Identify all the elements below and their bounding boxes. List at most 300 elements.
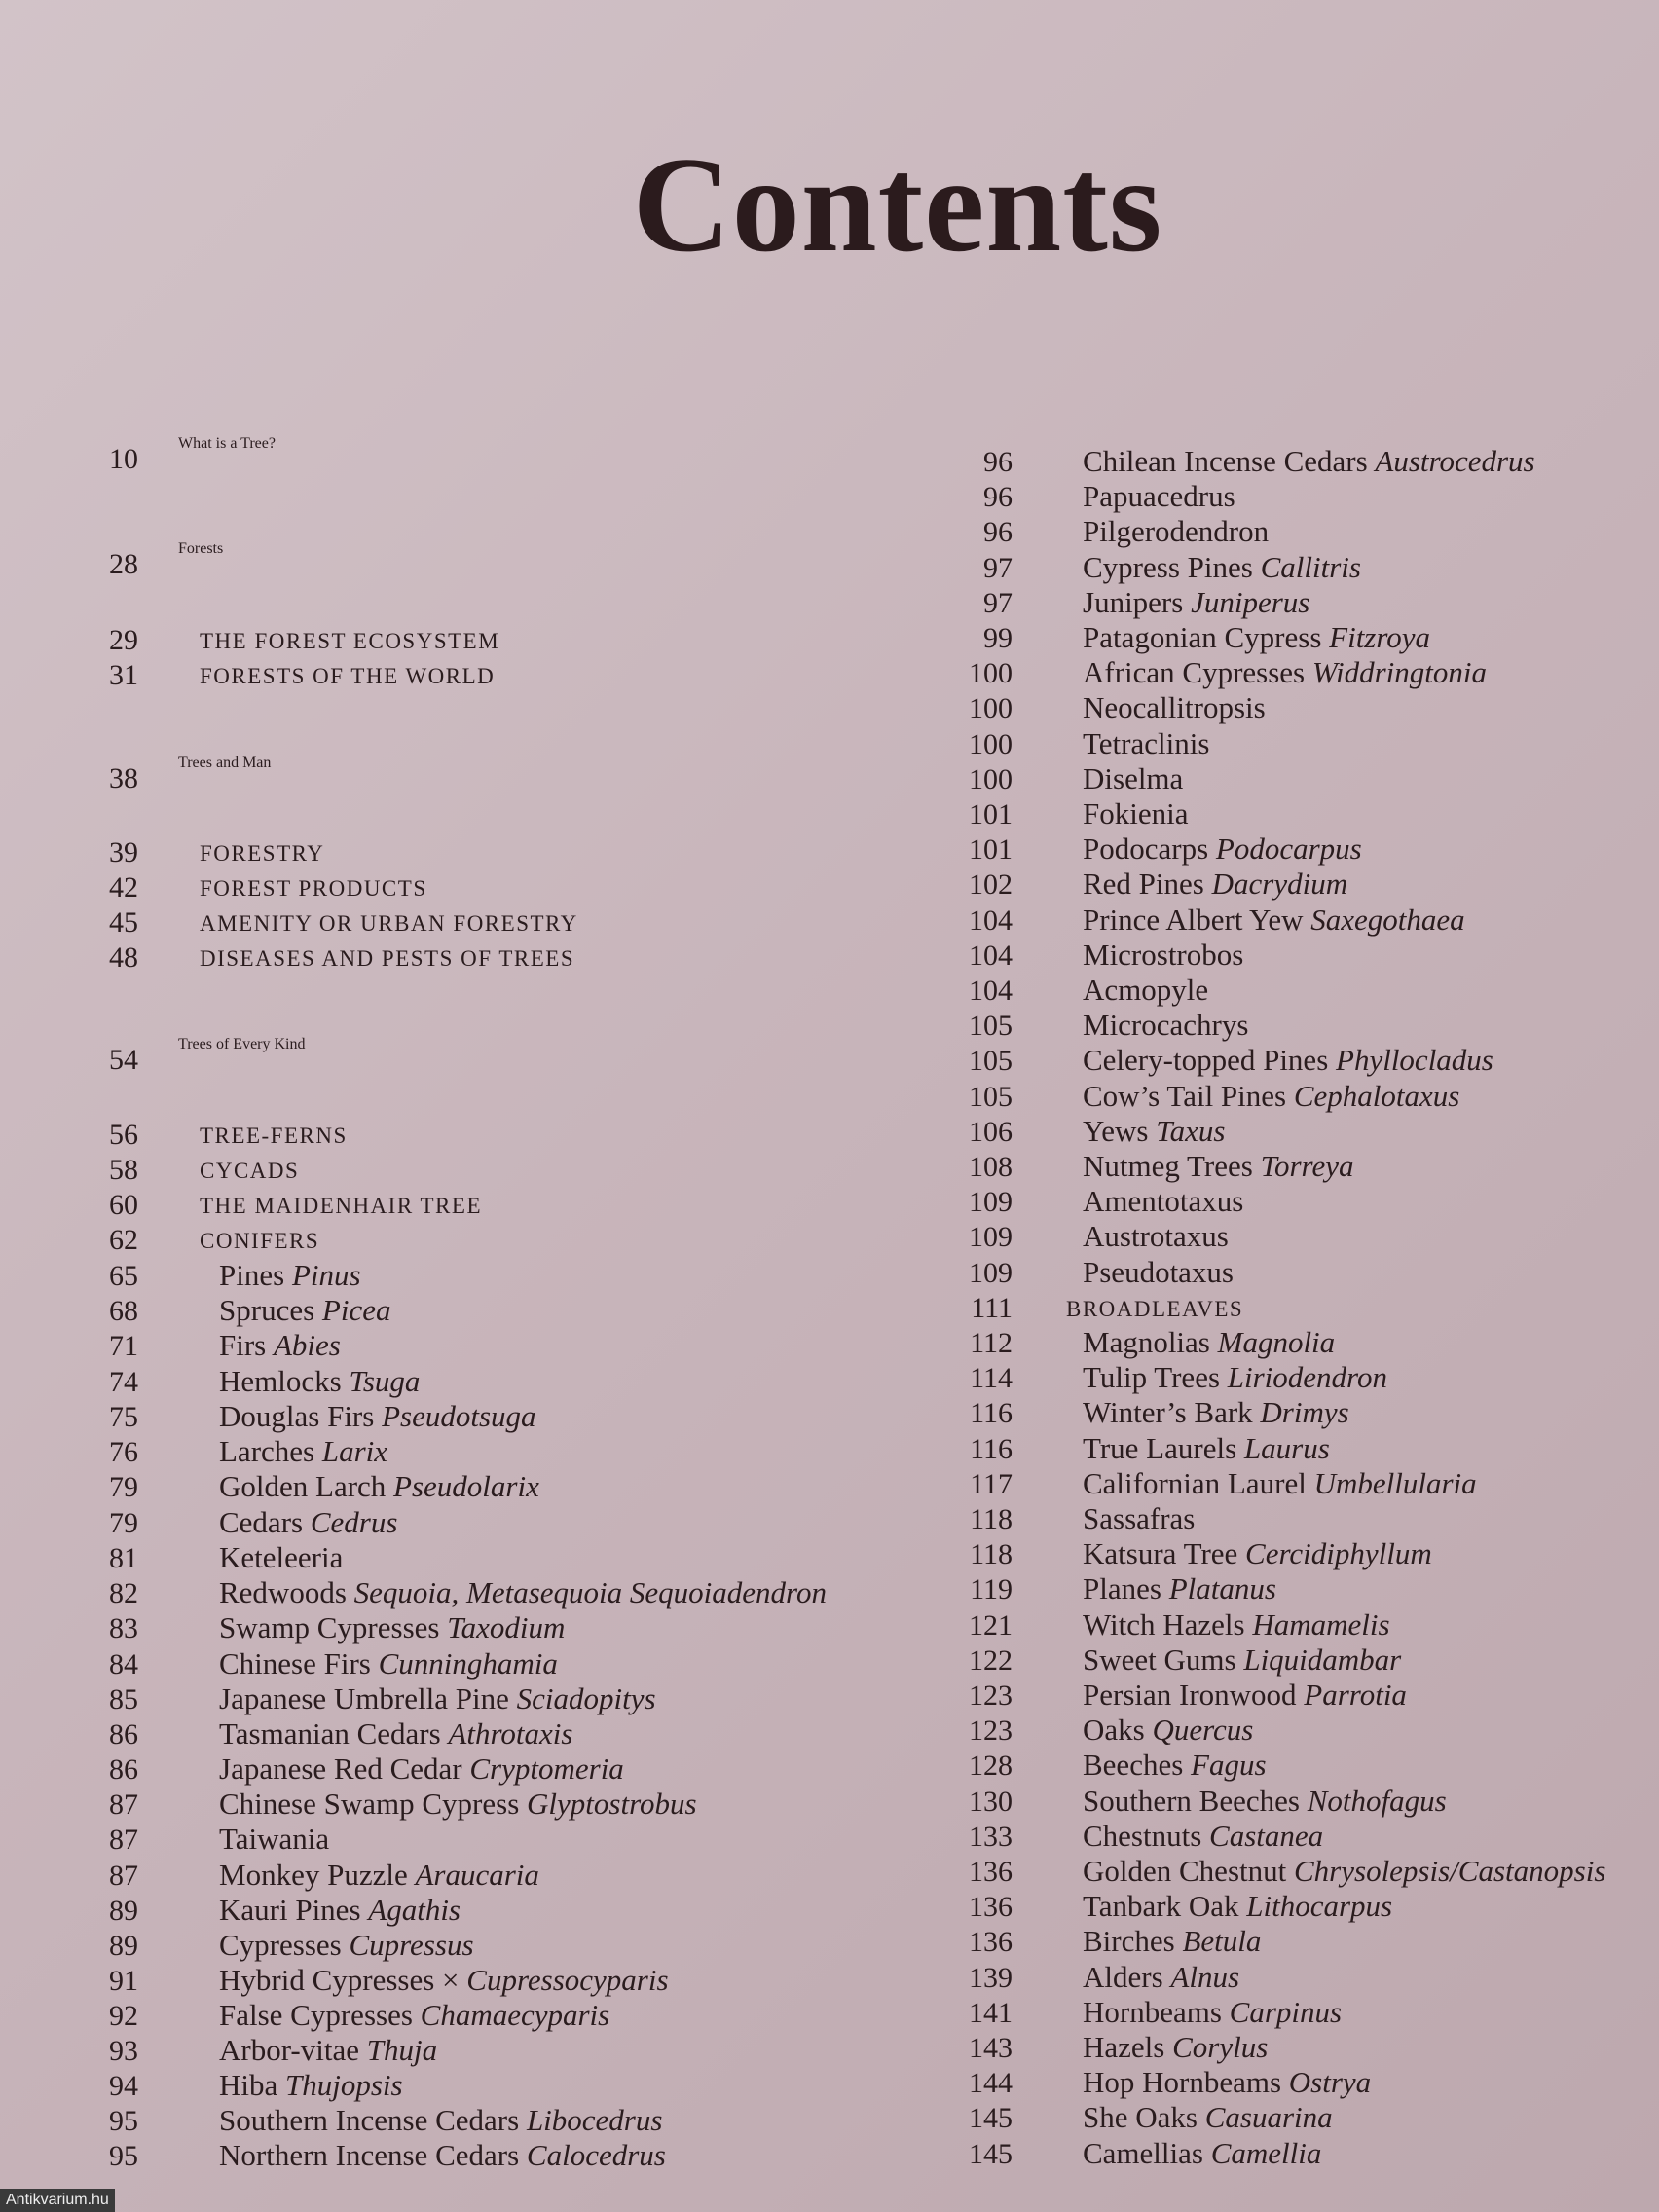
tree-entry	[1083, 1501, 1195, 1536]
section-heading	[178, 435, 276, 453]
tree-entry	[1083, 866, 1347, 902]
common-name: Cypresses	[219, 1928, 342, 1962]
common-name: What is a Tree?	[178, 435, 276, 452]
page-number: 92	[109, 2000, 138, 2032]
scientific-name: Pseudolarix	[393, 1469, 539, 1503]
page-number: 87	[109, 1824, 138, 1856]
page-title: Contents	[632, 129, 1163, 280]
tree-entry	[219, 1716, 572, 1751]
common-name: Tanbark Oak	[1083, 1889, 1239, 1923]
tree-entry	[1083, 1642, 1401, 1677]
common-name: Californian Laurel	[1083, 1466, 1307, 1500]
page-number: 87	[109, 1788, 138, 1821]
page-number: 45	[109, 906, 138, 939]
tree-entry	[1083, 444, 1535, 479]
common-name: Hornbeams	[1083, 1995, 1222, 2029]
tree-entry	[219, 2033, 437, 2068]
scientific-name: Fitzroya	[1329, 620, 1431, 654]
page-number: 79	[109, 1507, 138, 1539]
page-number: 71	[109, 1330, 138, 1362]
common-name: Cow’s Tail Pines	[1083, 1079, 1287, 1113]
page-number: 105	[969, 1081, 1013, 1113]
common-name: Northern Incense Cedars	[219, 2138, 520, 2172]
scientific-name: Nothofagus	[1307, 1784, 1447, 1818]
scientific-name: Fagus	[1191, 1748, 1267, 1782]
page-number: 105	[969, 1045, 1013, 1077]
page-number: 109	[969, 1257, 1013, 1289]
scientific-name: Cupressocyparis	[466, 1963, 669, 1997]
tree-entry	[1083, 1607, 1390, 1642]
scientific-name: Casuarina	[1204, 2100, 1333, 2134]
scientific-name: Castanea	[1209, 1819, 1324, 1853]
tree-entry	[1083, 1677, 1407, 1713]
page-number: 42	[109, 871, 138, 903]
common-name: Chinese Firs	[219, 1646, 371, 1680]
page-number: 48	[109, 941, 138, 974]
page-number: 111	[971, 1292, 1013, 1324]
page-number: 82	[109, 1577, 138, 1609]
page-number: 104	[969, 940, 1013, 972]
tree-entry	[1083, 690, 1266, 725]
tree-entry	[219, 1469, 539, 1504]
scientific-name: Sciadopitys	[516, 1681, 656, 1715]
page-number: 79	[109, 1471, 138, 1503]
scientific-name: Dacrydium	[1211, 866, 1348, 901]
tree-entry	[1083, 1960, 1239, 1995]
common-name: CYCADS	[200, 1159, 300, 1183]
tree-entry	[1083, 973, 1208, 1008]
common-name: Redwoods	[219, 1575, 347, 1609]
common-name: Acmopyle	[1083, 973, 1209, 1007]
page-number: 81	[109, 1542, 138, 1574]
common-name: Trees and Man	[178, 755, 272, 771]
common-name: Tasmanian Cedars	[219, 1716, 441, 1751]
tree-entry	[1083, 2136, 1321, 2171]
tree-entry	[1083, 761, 1183, 796]
page-number: 101	[969, 833, 1013, 866]
common-name: Larches	[219, 1434, 315, 1468]
page-number: 95	[109, 2105, 138, 2137]
page-number: 116	[970, 1433, 1013, 1465]
tree-entry	[1083, 2030, 1268, 2065]
common-name: Japanese Umbrella Pine	[219, 1681, 509, 1715]
scientific-name: Pinus	[291, 1258, 361, 1292]
scientific-name: Liriodendron	[1227, 1360, 1387, 1394]
scientific-name: Cunninghamia	[378, 1646, 558, 1680]
subsection-heading	[200, 1194, 482, 1219]
scientific-name: Chrysolepsis/Castanopsis	[1294, 1854, 1606, 1888]
scientific-name: Taxus	[1156, 1114, 1226, 1148]
common-name: Persian Ironwood	[1083, 1677, 1297, 1712]
tree-entry	[1083, 550, 1361, 585]
subsection-heading	[200, 911, 578, 937]
page-number: 104	[969, 975, 1013, 1007]
page-number: 31	[109, 659, 138, 691]
scientific-name: Cercidiphyllum	[1245, 1536, 1432, 1570]
common-name: Microstrobos	[1083, 938, 1244, 972]
tree-entry	[1083, 1889, 1392, 1924]
subsection-heading	[1066, 1297, 1243, 1322]
page-number: 118	[970, 1503, 1013, 1535]
page-number: 144	[969, 2067, 1013, 2099]
tree-entry	[219, 1540, 343, 1575]
subsection-heading	[200, 946, 574, 972]
subsection-heading	[200, 1124, 348, 1149]
tree-entry	[219, 1434, 387, 1469]
common-name: Celery-topped Pines	[1083, 1043, 1329, 1077]
tree-entry	[1083, 1784, 1447, 1819]
page-number: 56	[109, 1119, 138, 1151]
tree-entry	[1083, 1043, 1493, 1078]
scientific-name: Torreya	[1260, 1149, 1354, 1183]
common-name: FORESTRY	[200, 841, 325, 866]
tree-entry	[1083, 1114, 1225, 1149]
tree-entry	[219, 1293, 390, 1328]
common-name: Microcachrys	[1083, 1008, 1249, 1042]
tree-entry	[1083, 620, 1430, 655]
common-name: Monkey Puzzle	[219, 1858, 408, 1892]
page-number: 116	[970, 1397, 1013, 1429]
tree-entry	[1083, 479, 1235, 514]
tree-entry	[219, 1928, 474, 1963]
scientific-name: Araucaria	[415, 1858, 539, 1892]
page-number: 58	[109, 1154, 138, 1186]
tree-entry	[219, 1998, 609, 2033]
tree-entry	[219, 2138, 666, 2173]
page-number: 76	[109, 1436, 138, 1468]
scientific-name: Pseudotsuga	[382, 1399, 536, 1433]
subsection-heading	[200, 876, 427, 902]
scientific-name: Cedrus	[310, 1505, 398, 1539]
common-name: Hybrid Cypresses ×	[219, 1963, 460, 1997]
page-number: 99	[983, 622, 1013, 654]
page-number: 75	[109, 1401, 138, 1433]
scientific-name: Sequoia, Metasequoia Sequoiadendron	[353, 1575, 827, 1609]
page-number: 145	[969, 2102, 1013, 2134]
scientific-name: Glyptostrobus	[527, 1787, 697, 1821]
scientific-name: Thuja	[366, 2033, 438, 2067]
common-name: Neocallitropsis	[1083, 690, 1266, 724]
common-name: Pseudotaxus	[1083, 1255, 1234, 1289]
page-number: 139	[969, 1962, 1013, 1994]
page-number: 74	[109, 1366, 138, 1398]
common-name: Sweet Gums	[1083, 1642, 1236, 1677]
page-number: 145	[969, 2138, 1013, 2170]
common-name: Cedars	[219, 1505, 304, 1539]
tree-entry	[1083, 1571, 1276, 1606]
page-number: 54	[109, 1044, 138, 1076]
scientific-name: Magnolia	[1217, 1325, 1336, 1359]
page-number: 136	[969, 1926, 1013, 1958]
page-number: 105	[969, 1010, 1013, 1042]
scientific-name: Liquidambar	[1243, 1642, 1402, 1677]
page-number: 109	[969, 1186, 1013, 1218]
scientific-name: Camellia	[1210, 2136, 1322, 2170]
tree-entry	[1083, 1431, 1330, 1466]
common-name: Yews	[1083, 1114, 1149, 1148]
tree-entry	[1083, 726, 1209, 761]
tree-entry	[1083, 1819, 1323, 1854]
common-name: Birches	[1083, 1924, 1175, 1958]
page-number: 38	[109, 762, 138, 794]
scientific-name: Libocedrus	[526, 2103, 663, 2137]
subsection-heading	[200, 1159, 299, 1184]
page-number: 136	[969, 1856, 1013, 1888]
page-number: 86	[109, 1753, 138, 1786]
common-name: Firs	[219, 1328, 267, 1362]
scientific-name: Cryptomeria	[469, 1751, 624, 1786]
common-name: Kauri Pines	[219, 1893, 361, 1927]
common-name: Winter’s Bark	[1083, 1395, 1253, 1429]
common-name: AMENITY OR URBAN FORESTRY	[200, 911, 578, 936]
scientific-name: Cupressus	[349, 1928, 474, 1962]
common-name: Austrotaxus	[1083, 1219, 1229, 1253]
scientific-name: Athrotaxis	[448, 1716, 573, 1751]
common-name: Douglas Firs	[219, 1399, 375, 1433]
common-name: Beeches	[1083, 1748, 1184, 1782]
scientific-name: Callitris	[1260, 550, 1361, 584]
tree-entry	[219, 1787, 697, 1822]
tree-entry	[1083, 1149, 1353, 1184]
page-number: 91	[109, 1965, 138, 1997]
common-name: Golden Larch	[219, 1469, 387, 1503]
tree-entry	[219, 1328, 341, 1363]
page-number: 118	[970, 1538, 1013, 1570]
tree-entry	[219, 2068, 403, 2103]
common-name: She Oaks	[1083, 2100, 1198, 2134]
page-number: 141	[969, 1997, 1013, 2029]
scientific-name: Agathis	[368, 1893, 461, 1927]
tree-entry	[1083, 796, 1189, 831]
page-number: 117	[970, 1468, 1013, 1500]
tree-entry	[1083, 2065, 1371, 2100]
common-name: Alders	[1083, 1960, 1163, 1994]
tree-entry	[1083, 1395, 1349, 1430]
scientific-name: Corylus	[1172, 2030, 1269, 2064]
common-name: Hop Hornbeams	[1083, 2065, 1282, 2099]
tree-entry	[219, 1364, 420, 1399]
common-name: Forests	[178, 540, 224, 557]
page-number: 29	[109, 624, 138, 656]
common-name: Taiwania	[219, 1822, 330, 1856]
tree-entry	[1083, 1079, 1459, 1114]
tree-entry	[219, 1575, 827, 1610]
tree-entry	[1083, 903, 1465, 938]
page-number: 96	[983, 446, 1013, 478]
common-name: Tetraclinis	[1083, 726, 1210, 760]
common-name: Southern Beeches	[1083, 1784, 1300, 1818]
page-number: 130	[969, 1786, 1013, 1818]
subsection-heading	[200, 1229, 319, 1254]
common-name: Arbor-vitae	[219, 2033, 359, 2067]
tree-entry	[219, 1505, 397, 1540]
tree-entry	[1083, 938, 1243, 973]
common-name: Southern Incense Cedars	[219, 2103, 520, 2137]
common-name: Japanese Red Cedar	[219, 1751, 462, 1786]
page-number: 65	[109, 1260, 138, 1292]
section-heading	[178, 755, 271, 772]
common-name: True Laurels	[1083, 1431, 1237, 1465]
page-number: 122	[969, 1644, 1013, 1677]
common-name: Junipers	[1083, 585, 1184, 619]
page-number: 109	[969, 1221, 1013, 1253]
common-name: Podocarps	[1083, 831, 1209, 866]
tree-entry	[1083, 585, 1309, 620]
page-number: 62	[109, 1224, 138, 1256]
tree-entry	[1083, 514, 1269, 549]
common-name: Hazels	[1083, 2030, 1165, 2064]
page-number: 123	[969, 1714, 1013, 1747]
scientific-name: Platanus	[1168, 1571, 1276, 1605]
common-name: Prince Albert Yew	[1083, 903, 1304, 937]
tree-entry	[1083, 1854, 1605, 1889]
page-number: 68	[109, 1295, 138, 1327]
page-number: 60	[109, 1189, 138, 1221]
page-number: 39	[109, 836, 138, 868]
common-name: Hiba	[219, 2068, 278, 2102]
tree-entry	[219, 1751, 624, 1787]
tree-entry	[1083, 1924, 1261, 1959]
common-name: Tulip Trees	[1083, 1360, 1221, 1394]
common-name: Magnolias	[1083, 1325, 1210, 1359]
scientific-name: Chamaecyparis	[420, 1998, 610, 2032]
page-number: 96	[983, 481, 1013, 513]
common-name: Witch Hazels	[1083, 1607, 1245, 1641]
common-name: Keteleeria	[219, 1540, 344, 1574]
page-number: 97	[983, 587, 1013, 619]
scientific-name: Austrocedrus	[1375, 444, 1535, 478]
tree-entry	[219, 1646, 558, 1681]
page-number: 10	[109, 443, 138, 475]
tree-entry	[1083, 1184, 1243, 1219]
tree-entry	[219, 1893, 461, 1928]
scientific-name: Juniperus	[1191, 585, 1310, 619]
page-number: 89	[109, 1895, 138, 1927]
common-name: Chinese Swamp Cypress	[219, 1787, 520, 1821]
scientific-name: Ostrya	[1288, 2065, 1372, 2099]
page-number: 102	[969, 868, 1013, 901]
page-number: 100	[969, 728, 1013, 760]
page-number: 86	[109, 1718, 138, 1751]
page-number: 28	[109, 548, 138, 580]
scientific-name: Thujopsis	[285, 2068, 403, 2102]
page-number: 123	[969, 1679, 1013, 1712]
page-number: 133	[969, 1821, 1013, 1853]
subsection-heading	[200, 664, 495, 689]
common-name: DISEASES AND PESTS OF TREES	[200, 946, 575, 971]
scientific-name: Phyllocladus	[1336, 1043, 1493, 1077]
tree-entry	[1083, 655, 1487, 690]
scientific-name: Cephalotaxus	[1293, 1079, 1460, 1113]
page-number: 100	[969, 692, 1013, 724]
tree-entry	[1083, 1255, 1234, 1290]
scientific-name: Calocedrus	[526, 2138, 666, 2172]
scientific-name: Umbellularia	[1313, 1466, 1477, 1500]
scientific-name: Tsuga	[349, 1364, 421, 1398]
scientific-name: Drimys	[1260, 1395, 1349, 1429]
page-number: 97	[983, 552, 1013, 584]
common-name: Red Pines	[1083, 866, 1204, 901]
page-number: 85	[109, 1683, 138, 1715]
tree-entry	[1083, 831, 1362, 866]
subsection-heading	[200, 629, 499, 654]
scientific-name: Carpinus	[1229, 1995, 1343, 2029]
common-name: BROADLEAVES	[1066, 1297, 1244, 1321]
page-number: 106	[969, 1116, 1013, 1148]
common-name: Trees of Every Kind	[178, 1036, 306, 1052]
common-name: THE FOREST ECOSYSTEM	[200, 629, 500, 653]
page-number: 96	[983, 516, 1013, 548]
scientific-name: Saxegothaea	[1310, 903, 1465, 937]
common-name: Amentotaxus	[1083, 1184, 1244, 1218]
common-name: Spruces	[219, 1293, 315, 1327]
common-name: THE MAIDENHAIR TREE	[200, 1194, 482, 1218]
common-name: FORESTS OF THE WORLD	[200, 664, 496, 688]
page-number: 114	[970, 1362, 1013, 1394]
scientific-name: Laurus	[1243, 1431, 1330, 1465]
scientific-name: Picea	[321, 1293, 391, 1327]
common-name: Planes	[1083, 1571, 1161, 1605]
scientific-name: Abies	[274, 1328, 341, 1362]
page-number: 143	[969, 2032, 1013, 2064]
common-name: Diselma	[1083, 761, 1184, 795]
common-name: TREE-FERNS	[200, 1124, 348, 1148]
tree-entry	[219, 1858, 539, 1893]
scientific-name: Widdringtonia	[1311, 655, 1488, 689]
common-name: Cypress Pines	[1083, 550, 1253, 584]
tree-entry	[219, 1822, 329, 1857]
page-number: 121	[969, 1609, 1013, 1641]
scientific-name: Betula	[1182, 1924, 1262, 1958]
section-heading	[178, 540, 223, 558]
tree-entry	[1083, 1466, 1477, 1501]
common-name: Camellias	[1083, 2136, 1203, 2170]
scientific-name: Taxodium	[447, 1610, 566, 1644]
tree-entry	[1083, 1748, 1267, 1783]
tree-entry	[1083, 1219, 1229, 1254]
common-name: Chestnuts	[1083, 1819, 1202, 1853]
common-name: Katsura Tree	[1083, 1536, 1238, 1570]
scientific-name: Lithocarpus	[1246, 1889, 1393, 1923]
common-name: CONIFERS	[200, 1229, 320, 1253]
common-name: FOREST PRODUCTS	[200, 876, 427, 901]
scientific-name: Larix	[321, 1434, 388, 1468]
tree-entry	[1083, 1325, 1335, 1360]
tree-entry	[219, 1258, 361, 1293]
common-name: Oaks	[1083, 1713, 1145, 1747]
common-name: Golden Chestnut	[1083, 1854, 1287, 1888]
section-heading	[178, 1036, 306, 1053]
common-name: Papuacedrus	[1083, 479, 1235, 513]
tree-entry	[1083, 1995, 1342, 2030]
common-name: Chilean Incense Cedars	[1083, 444, 1368, 478]
scientific-name: Alnus	[1170, 1960, 1240, 1994]
page-number: 128	[969, 1750, 1013, 1782]
page-number: 101	[969, 798, 1013, 830]
tree-entry	[1083, 2100, 1333, 2135]
scientific-name: Podocarpus	[1215, 831, 1362, 866]
page-number: 93	[109, 2035, 138, 2067]
page-number: 83	[109, 1612, 138, 1644]
scientific-name: Quercus	[1152, 1713, 1254, 1747]
common-name: False Cypresses	[219, 1998, 413, 2032]
tree-entry	[219, 1681, 656, 1716]
page-number: 89	[109, 1930, 138, 1962]
page-number: 100	[969, 657, 1013, 689]
common-name: Sassafras	[1083, 1501, 1196, 1535]
page-number: 104	[969, 904, 1013, 937]
subsection-heading	[200, 841, 324, 866]
